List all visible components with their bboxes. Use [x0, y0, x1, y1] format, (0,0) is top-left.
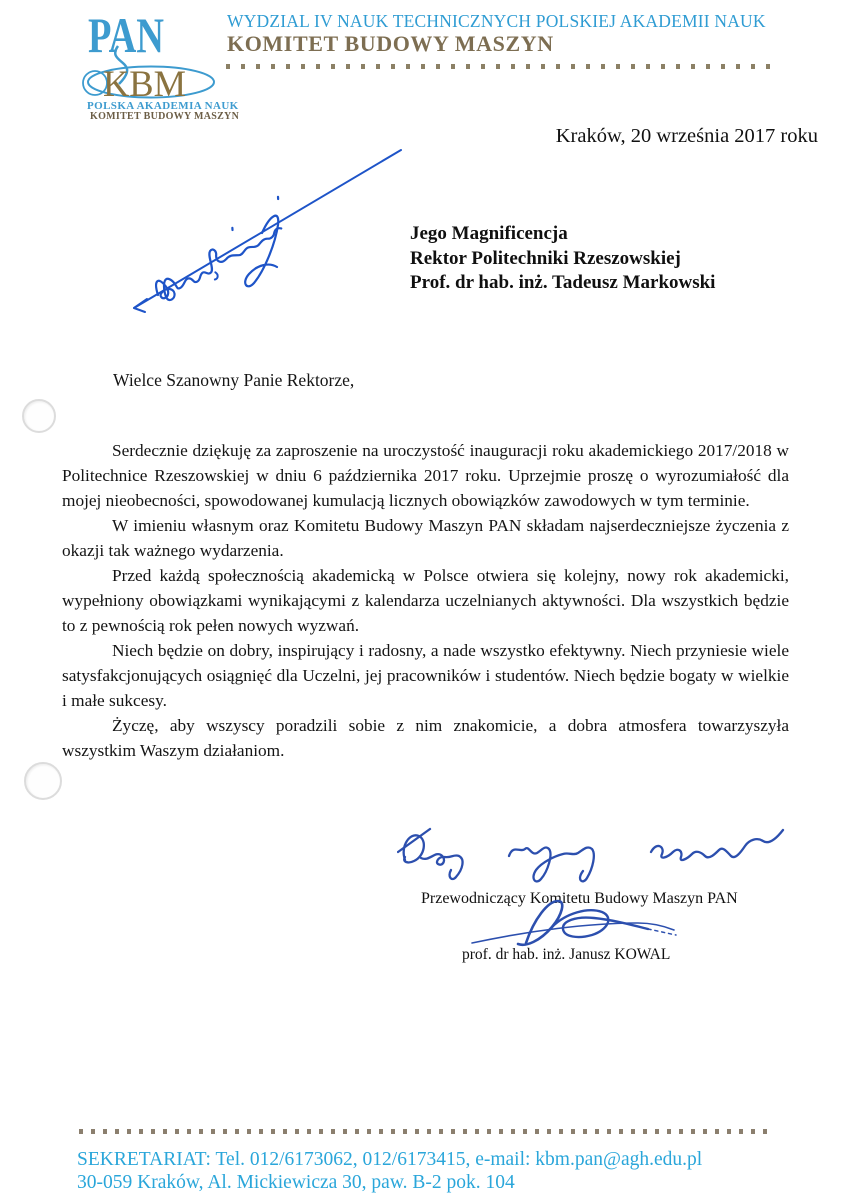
- handwritten-top-note: [120, 145, 405, 320]
- recipient-line-1: Jego Magnificencja: [410, 223, 568, 244]
- footer-contact-line: SEKRETARIAT: Tel. 012/6173062, 012/6173415, e-mail: kbm.pan@agh.edu.pl: [77, 1149, 703, 1170]
- hole-punch-mark-top: [22, 399, 56, 433]
- handwritten-closing-note: [397, 816, 789, 888]
- recipient-block: [410, 222, 715, 296]
- header-dotted-rule: [226, 64, 773, 69]
- recipient-line-2: Rektor Politechniki Rzeszowskiej: [410, 247, 681, 269]
- paragraph-4: Niech będzie on dobry, inspirujący i radosny, a nade wszystko efektywny. Niech przyniesie wiele satysfakcjonujących osiągnięć dla Uczelni, jej pracowników i studentów. Niech będzie bogaty w wielkie i małe sukcesy.: [62, 641, 789, 710]
- signer-name: prof. dr hab. inż. Janusz KOWAL: [462, 946, 671, 963]
- signer-title: Przewodniczący Komitetu Budowy Maszyn PAN: [421, 890, 738, 907]
- dateline: Kraków, 20 września 2017 roku: [555, 125, 818, 147]
- paragraph-3: Przed każdą społecznością akademicką w Polsce otwiera się kolejny, nowy rok akademicki, wypełniony obowiązkami wynikającymi z kalendarza uczelnianych aktywności. Dla wszystkich będzie to z pewnością rok pełen nowych wyzwań.: [62, 566, 789, 635]
- logo-pan-text: PAN: [88, 7, 164, 63]
- paragraph-2: W imieniu własnym oraz Komitetu Budowy Maszyn PAN składam najserdeczniejsze życzenia z okazji tak ważnego wydarzenia.: [62, 516, 789, 560]
- logo-committee-caption: KOMITET BUDOWY MASZYN: [90, 111, 240, 122]
- recipient-line-3: Prof. dr hab. inż. Tadeusz Markowski: [410, 272, 716, 293]
- paragraph-5: Życzę, aby wszyscy poradzili sobie z nim znakomicie, a dobra atmosfera towarzyszyła wszystkim Waszym działaniom.: [62, 716, 789, 760]
- division-line: WYDZIAL IV NAUK TECHNICZNYCH POLSKIEJ AKADEMII NAUK: [227, 11, 766, 31]
- footer-address-line: 30-059 Kraków, Al. Mickiewicza 30, paw. B-2 pok. 104: [77, 1172, 515, 1193]
- salutation: Wielce Szanowny Panie Rektorze,: [113, 370, 355, 390]
- handwritten-signature: [468, 897, 683, 949]
- committee-title: KOMITET BUDOWY MASZYN: [227, 31, 554, 56]
- letter-body: [62, 438, 789, 763]
- footer-dotted-rule: [79, 1129, 775, 1134]
- paragraph-1: Serdecznie dziękuję za zaproszenie na uroczystość inauguracji roku akademickiego 2017/2018 w Politechnice Rzeszowskiej w dniu 6 października 2017 roku. Uprzejmie proszę o wyrozumiałość dla mojej nieobecności, spowodowanej kumulacją licznych obowiązków zawodowych w tym terminie.: [62, 441, 789, 510]
- hole-punch-mark-bottom: [24, 762, 62, 800]
- logo-org-caption: POLSKA AKADEMIA NAUK: [87, 100, 239, 112]
- logo-kbm-text: KBM: [103, 64, 186, 102]
